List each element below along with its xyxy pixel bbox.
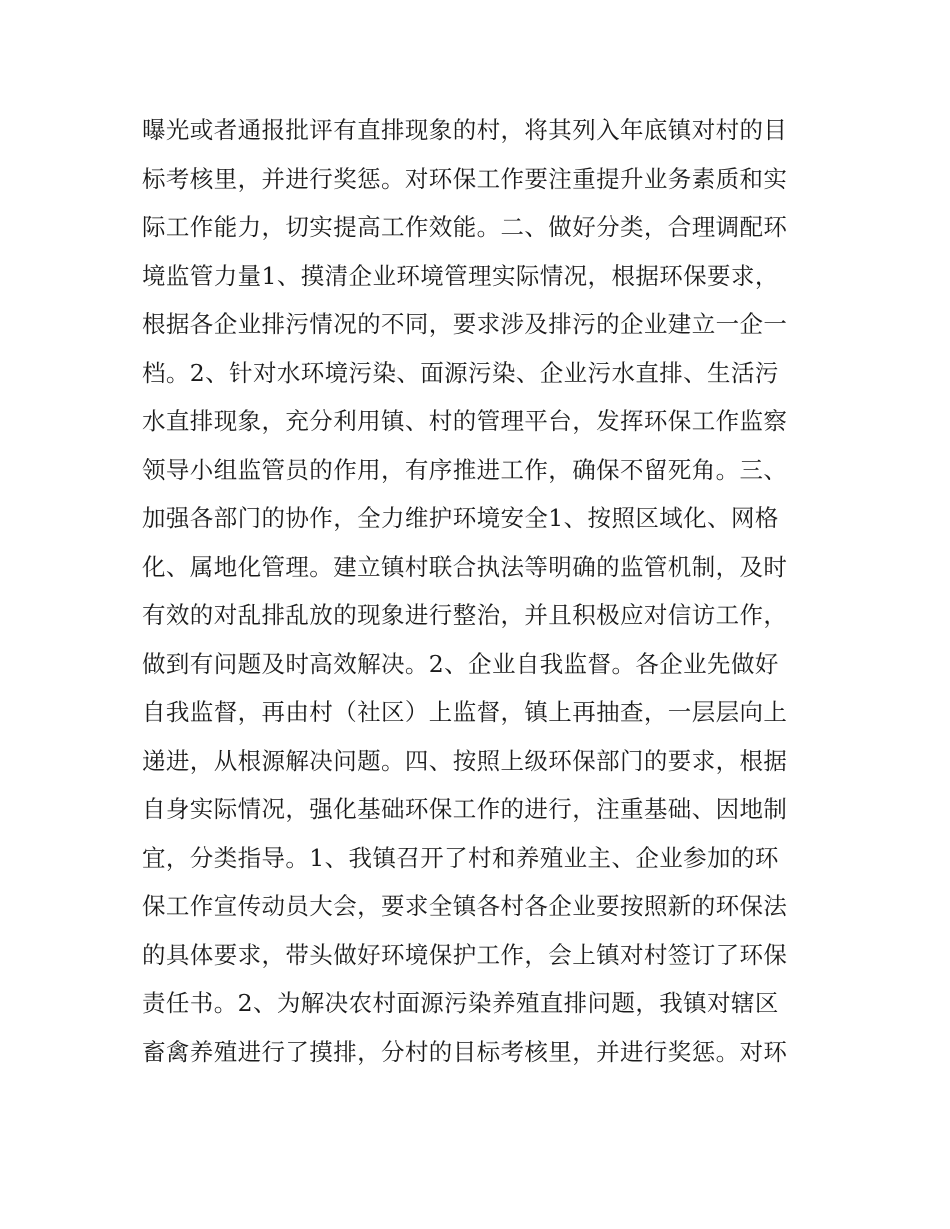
text-line: 根据各企业排污情况的不同，要求涉及排污的企业建立一企一 (142, 310, 788, 338)
text-line: 有效的对乱排乱放的现象进行整治，并且积极应对信访工作， (142, 601, 788, 629)
text-line: 境监管力量1、摸清企业环境管理实际情况，根据环保要求， (142, 261, 779, 290)
text-line: 畜禽养殖进行了摸排，分村的目标考核里，并进行奖惩。对环 (142, 1037, 788, 1066)
text-line: 自身实际情况，强化基础环保工作的进行，注重基础、因地制 (142, 795, 788, 823)
text-line: 递进，从根源解决问题。四、按照上级环保部门的要求，根据 (142, 746, 788, 775)
text-line: 保工作宣传动员大会，要求全镇各村各企业要按照新的环保法 (142, 892, 788, 920)
text-line: 自我监督，再由村（社区）上监督，镇上再抽查，一层层向上 (142, 698, 788, 726)
text-line: 的具体要求，带头做好环境保护工作，会上镇对村签订了环保 (142, 940, 788, 969)
text-line: 做到有问题及时高效解决。2、企业自我监督。各企业先做好 (142, 649, 779, 678)
text-line: 化、属地化管理。建立镇村联合执法等明确的监管机制，及时 (142, 552, 788, 581)
text-line: 领导小组监管员的作用，有序推进工作，确保不留死角。三、 (142, 455, 788, 484)
text-line: 曝光或者通报批评有直排现象的村，将其列入年底镇对村的目 (142, 116, 788, 144)
body-text (142, 106, 842, 1076)
text-line: 水直排现象，充分利用镇、村的管理平台，发挥环保工作监察 (142, 407, 788, 435)
text-line: 责任书。2、为解决农村面源污染养殖直排问题，我镇对辖区 (142, 989, 779, 1017)
text-line: 宜，分类指导。1、我镇召开了村和养殖业主、企业参加的环 (142, 843, 779, 872)
text-line: 档。2、针对水环境污染、面源污染、企业污水直排、生活污 (142, 358, 779, 387)
text-line: 际工作能力，切实提高工作效能。二、做好分类，合理调配环 (142, 213, 788, 241)
text-line: 加强各部门的协作，全力维护环境安全1、按照区域化、网格 (142, 504, 779, 532)
text-line: 标考核里，并进行奖惩。对环保工作要注重提升业务素质和实 (142, 164, 788, 193)
